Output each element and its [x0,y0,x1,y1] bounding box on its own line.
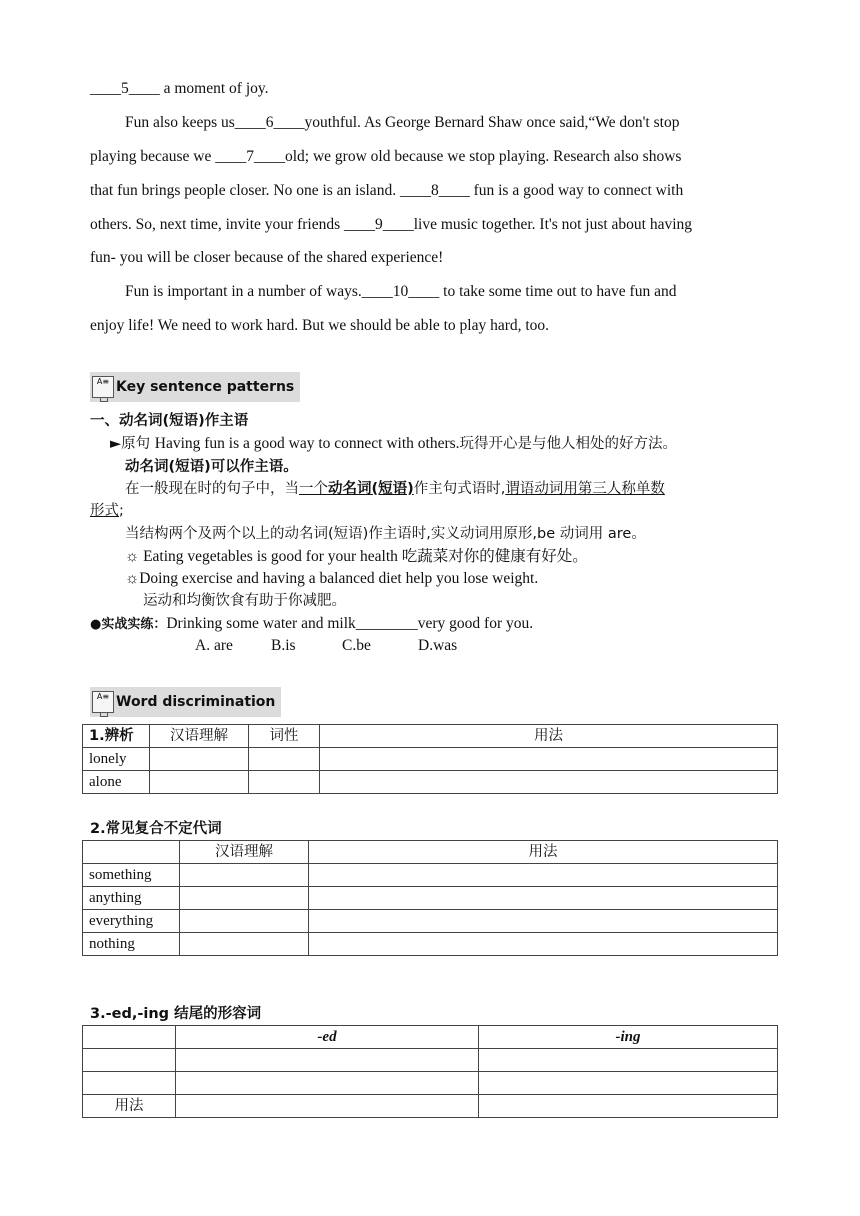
table-row [83,864,778,887]
table-cell: alone [83,771,150,794]
example-2-zh: 运动和均衡饮食有助于你减肥。 [143,593,346,609]
table-cell[interactable] [180,933,309,956]
table-cell: nothing [83,933,180,956]
rule-text: 在一般现在时的句子中，当 [125,481,299,497]
table-cell [83,1049,176,1072]
key-patterns-header [90,372,300,402]
table-header: 1.辨析 [83,725,150,748]
rule-text: ; [119,503,124,519]
word-disc-title: Word discrimination [116,694,276,710]
rule-title: 动名词(短语)可以作主语。 [125,459,298,475]
table-cell[interactable] [176,1095,479,1118]
table-header [83,1026,176,1049]
table-header: -ed [176,1026,479,1049]
table-cell[interactable] [180,910,309,933]
passage-line: enjoy life! We need to work hard. But we should be able to play hard, too. [90,317,550,334]
table3-title: 3.-ed,-ing 结尾的形容词 [90,1006,262,1022]
table-cell: lonely [83,748,150,771]
table-cell[interactable] [309,864,778,887]
table-cell[interactable] [479,1095,778,1118]
option-a: A. are [195,637,233,654]
table-cell: everything [83,910,180,933]
table-cell[interactable] [320,748,778,771]
table-row [83,748,778,771]
practice-text: Drinking some water and milk________very good for you. [166,615,534,632]
table-header: 用法 [309,841,778,864]
table-cell[interactable] [150,771,249,794]
table-header: 汉语理解 [180,841,309,864]
table-row [83,887,778,910]
table-row [83,1049,778,1072]
passage-line: others. So, next time, invite your friends ____9____live music together. It's not just about having [90,216,693,233]
table-cell: anything [83,887,180,910]
notes-icon: A≡ [92,691,114,713]
table-header: 词性 [249,725,320,748]
table-header: 汉语理解 [150,725,249,748]
table-cell[interactable] [479,1049,778,1072]
table-cell[interactable] [249,748,320,771]
rule-line-2: 当结构两个及两个以上的动名词(短语)作主语时,实义动词用原形,be 动词用 are。 [125,526,646,542]
passage-line: ____5____ a moment of joy. [90,80,269,97]
example-sentence [110,434,677,454]
passage-line: Fun also keeps us____6____youthful. As George Bernard Shaw once said,“We don't stop [125,114,680,131]
section-title: 一、动名词(短语)作主语 [90,413,249,429]
option-b: B.is [271,637,296,654]
example-2: ☼Doing exercise and having a balanced diet help you lose weight. [125,570,539,587]
option-c: C.be [342,637,371,654]
table-cell[interactable] [479,1072,778,1095]
rule-underline: 形式 [90,503,119,519]
passage-line: fun- you will be closer because of the shared experience! [90,249,444,266]
table-cell[interactable] [180,864,309,887]
passage-line: Fun is important in a number of ways.____10____ to take some time out to have fun and [125,283,677,300]
example-zh: 玩得开心是与他人相处的好方法。 [459,436,678,452]
table-cell[interactable] [309,910,778,933]
table-header: 用法 [320,725,778,748]
table-cell: something [83,864,180,887]
table-cell: 用法 [83,1095,176,1118]
rule-emphasis: 动名词(短语) [328,481,414,497]
passage-line: playing because we ____7____old; we grow old because we stop playing. Research also shows [90,148,682,165]
example-en: Having fun is a good way to connect with others. [154,435,460,452]
pronoun-table [82,840,778,956]
table-cell[interactable] [309,933,778,956]
rule-line-1 [125,479,665,499]
passage-line: that fun brings people closer. No one is an island. ____8____ fun is a good way to connect with [90,182,684,199]
adjective-table [82,1025,778,1118]
table-header: -ing [479,1026,778,1049]
word-disc-header [90,687,281,717]
table-row [83,771,778,794]
rule-underline: 谓语动词用第三人称单数 [505,481,665,497]
rule-line-1-cont [90,501,124,521]
table-cell[interactable] [320,771,778,794]
table-cell[interactable] [176,1049,479,1072]
table-row [83,1095,778,1118]
discrimination-table [82,724,778,794]
table-row [83,1072,778,1095]
table-cell[interactable] [180,887,309,910]
rule-text: 作主句式语时, [413,481,506,497]
practice-line [90,614,533,635]
table-cell[interactable] [176,1072,479,1095]
rule-underline: 一个 [299,481,328,497]
example-1: ☼ Eating vegetables is good for your health 吃蔬菜对你的健康有好处。 [125,548,588,565]
option-d: D.was [418,637,458,654]
table2-title: 2.常见复合不定代词 [90,821,222,837]
table-cell[interactable] [309,887,778,910]
key-patterns-title: Key sentence patterns [116,379,295,395]
table-cell [83,1072,176,1095]
table-row [83,910,778,933]
table-cell[interactable] [150,748,249,771]
practice-label: ●实战实练： [90,617,167,632]
table-header [83,841,180,864]
notes-icon: A≡ [92,376,114,398]
table-cell[interactable] [249,771,320,794]
table-row [83,933,778,956]
example-prefix: ►原句 [110,436,155,452]
